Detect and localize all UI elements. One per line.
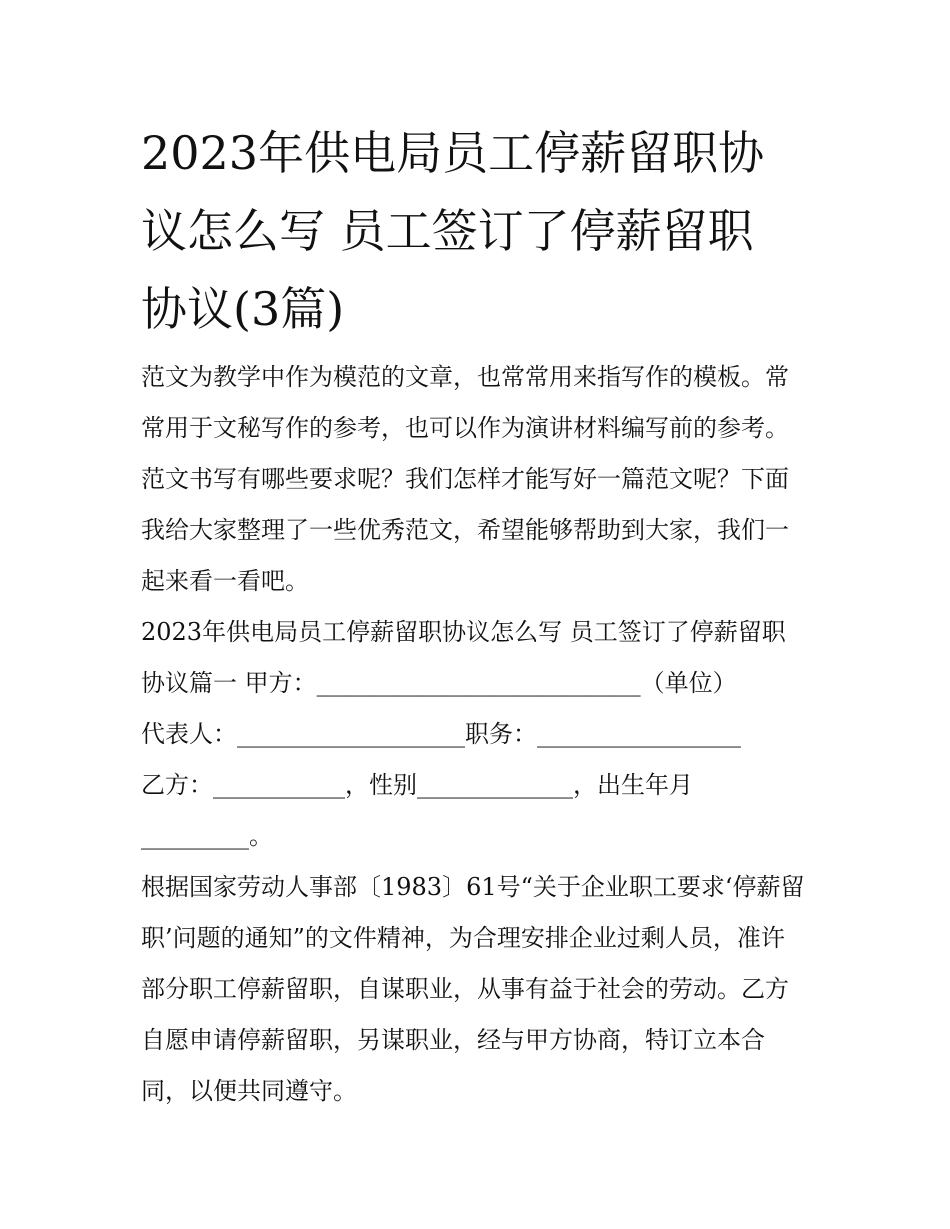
document-title — [141, 114, 821, 348]
text-line: 职’问题的通知”的文件精神，为合理安排企业过剩人员，准许 — [141, 924, 785, 952]
text-line: 起来看一看吧。 — [141, 567, 309, 595]
agreement-paragraph — [141, 862, 821, 1117]
text-line: 我给大家整理了一些优秀范文，希望能够帮助到大家，我们一 — [141, 516, 789, 544]
title-line: 议怎么写 员工签订了停薪留职 — [141, 204, 754, 258]
title-line: 2023年供电局员工停薪留职协 — [141, 126, 765, 180]
intro-paragraph — [141, 352, 821, 607]
text-line: _________。 — [141, 822, 273, 850]
text-line: 根据国家劳动人事部〔1983〕61号“关于企业职工要求‘停薪留 — [141, 873, 805, 901]
text-line: 乙方：___________，性别_____________，出生年月 — [141, 771, 693, 799]
title-line: 协议(3篇) — [141, 282, 345, 336]
text-line: 部分职工停薪留职，自谋职业，从事有益于社会的劳动。乙方 — [141, 975, 789, 1003]
agreement-header — [141, 607, 821, 862]
document-body — [141, 352, 821, 1117]
text-line: 代表人：___________________职务：_________________ — [141, 720, 741, 748]
text-line: 同，以便共同遵守。 — [141, 1077, 357, 1105]
text-line: 常用于文秘写作的参考，也可以作为演讲材料编写前的参考。 — [141, 414, 789, 442]
text-line: 自愿申请停薪留职，另谋职业，经与甲方协商，特订立本合 — [141, 1026, 765, 1054]
text-line: 协议篇一 甲方：___________________________（单位） — [141, 669, 737, 697]
text-line: 2023年供电局员工停薪留职协议怎么写 员工签订了停薪留职 — [141, 618, 786, 646]
text-line: 范文书写有哪些要求呢？我们怎样才能写好一篇范文呢？下面 — [141, 465, 789, 493]
text-line: 范文为教学中作为模范的文章，也常常用来指写作的模板。常 — [141, 363, 789, 391]
